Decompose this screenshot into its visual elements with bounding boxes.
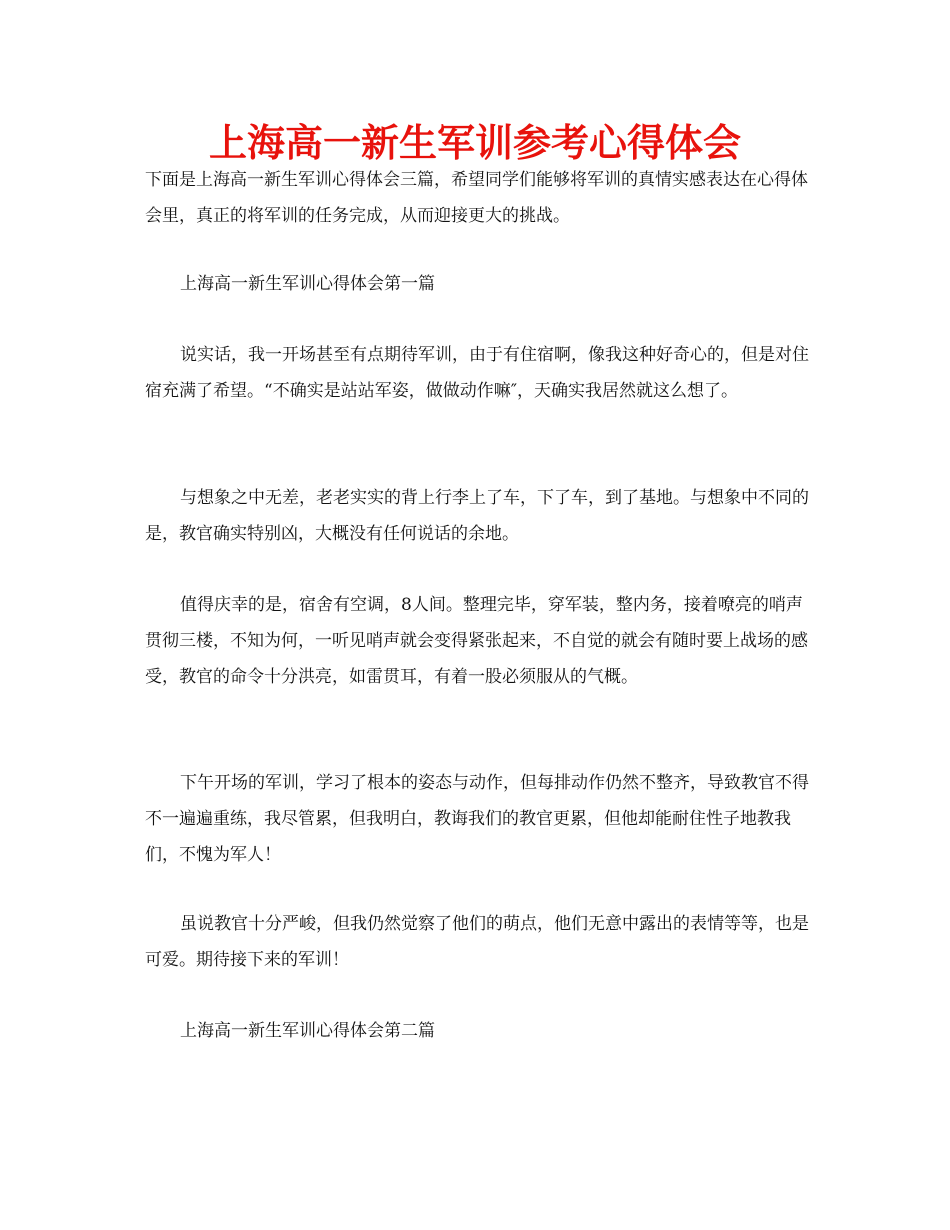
document-title: 上海高一新生军训参考心得体会 [208,121,741,165]
paragraph-1: 说实话，我一开场甚至有点期待军训，由于有住宿啊，像我这种好奇心的，但是对住宿充满了希望。“不确实是站站军姿，做做动作嘛″，天确实我居然就这么想了。 [145,345,809,401]
section-heading-2: 上海高一新生军训心得体会第二篇 [180,1021,435,1041]
section-heading-1: 上海高一新生军训心得体会第一篇 [180,274,435,294]
paragraph-5: 虽说教官十分严峻，但我仍然觉察了他们的萌点，他们无意中露出的表情等等，也是可爱。期待接下来的军训！ [145,914,809,970]
paragraph-3: 值得庆幸的是，宿舍有空调，8人间。整理完毕，穿军装，整内务，接着嘹亮的哨声贯彻三楼，不知为何，一听见哨声就会变得紧张起来，不自觉的就会有随时要上战场的感受，教官的命令十分洪亮，如雷贯耳，有着一股必须服从的气概。 [145,595,808,687]
paragraph-2: 与想象之中无差，老老实实的背上行李上了车，下了车，到了基地。与想象中不同的是，教官确实特别凶，大概没有任何说话的余地。 [145,488,809,544]
paragraph-4: 下午开场的军训，学习了根本的姿态与动作，但每排动作仍然不整齐，导致教官不得不一遍遍重练，我尽管累，但我明白，教诲我们的教官更累，但他却能耐住性子地教我们，不愧为军人！ [145,773,809,865]
intro-paragraph: 下面是上海高一新生军训心得体会三篇，希望同学们能够将军训的真情实感表达在心得体会里，真正的将军训的任务完成，从而迎接更大的挑战。 [145,170,808,226]
